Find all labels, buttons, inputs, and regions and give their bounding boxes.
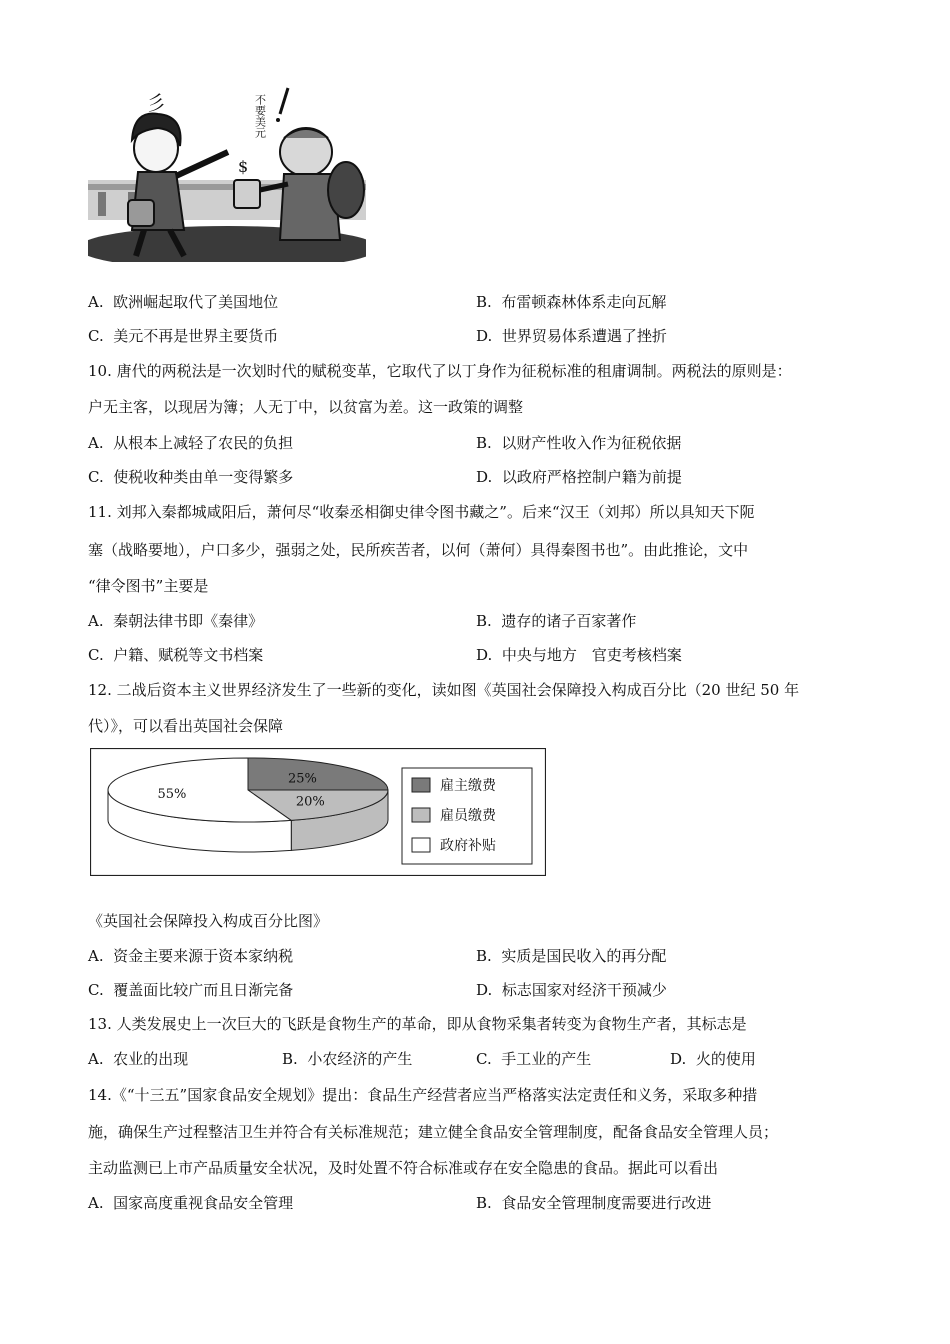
pie-data-label-1: 20% [295,794,325,810]
q14-stem-line-1: 14.《“十三五”国家食品安全规划》提出：食品生产经营者应当严格落实法定责任和义务，采取多种措 [88,1086,758,1104]
q14-stem-line-2: 施，确保生产过程整洁卫生并符合有关标准规范；建立健全食品安全管理制度，配备食品安全管理人员； [88,1123,779,1141]
legend-swatch-1 [412,808,430,822]
q13-option-c[interactable] [476,1048,591,1069]
dollar-sign-icon: $ [238,157,249,176]
pie-chart [90,748,546,876]
option-text: 秦朝法律书即《秦律》 [113,612,264,630]
option-letter: A. [88,947,104,965]
option-letter: B. [476,293,492,311]
option-text: 以政府严格控制户籍为前提 [501,468,682,486]
option-letter: C. [88,646,104,664]
option-letter: D. [476,327,493,345]
q12-stem-line-1: 12. 二战后资本主义世界经济发生了一些新的变化，读如图《英国社会保障投入构成百分比（20 世纪 50 年 [88,681,800,699]
option-text: 布雷顿森林体系走向瓦解 [501,293,667,311]
option-text: 农业的出现 [113,1050,189,1068]
option-text: 中央与地方 官吏考核档案 [501,646,682,664]
option-letter: C. [88,468,104,486]
chart-legend [402,768,532,864]
q10-option-d[interactable] [476,466,682,487]
q11-option-d[interactable] [476,644,682,665]
option-text: 欧洲崛起取代了美国地位 [113,293,279,311]
option-letter: A. [88,293,104,311]
option-letter: D. [670,1050,687,1068]
option-text: 国家高度重视食品安全管理 [113,1194,294,1212]
option-text: 实质是国民收入的再分配 [501,947,667,965]
q9-option-a[interactable] [88,291,278,312]
q10-option-a[interactable] [88,432,293,453]
option-letter: B. [476,1194,492,1212]
q10-option-b[interactable] [476,432,681,453]
q13-option-d[interactable] [670,1048,756,1069]
q11-stem-line-2: 塞（战略要地），户口多少，强弱之处，民所疾苦者，以何（萧何）具得秦图书也”。由此推论，文中 [88,541,749,559]
option-text: 使税收种类由单一变得繁多 [113,468,294,486]
option-letter: B. [476,947,492,965]
option-letter: D. [476,468,493,486]
option-text: 标志国家对经济干预减少 [501,981,667,999]
q12-option-c[interactable] [88,979,293,1000]
option-text: 遗存的诸子百家著作 [501,612,637,630]
option-letter: C. [88,981,104,999]
q12-option-a[interactable] [88,945,293,966]
legend-label-1: 雇员缴费 [440,808,496,824]
option-letter: D. [476,981,493,999]
option-letter: B. [476,612,492,630]
sign-text: 不要美元 [253,94,267,138]
legend-label-0: 雇主缴费 [440,778,496,794]
option-letter: A. [88,612,104,630]
q10-stem-line-1: 10. 唐代的两税法是一次划时代的赋税变革，它取代了以丁身作为征税标准的租庸调制。两税法的原则是： [88,362,792,380]
option-letter: A. [88,1194,104,1212]
option-letter: B. [282,1050,298,1068]
legend-swatch-2 [412,838,430,852]
q11-stem-line-3: “律令图书”主要是 [88,577,209,595]
q14-option-a[interactable] [88,1192,293,1213]
q11-stem-line-1: 11. 刘邦入秦都城咸阳后，萧何尽“收秦丞相御史律令图书藏之”。后来“汉王（刘邦）所以具知天下阨 [88,503,755,521]
pie-data-label-2: 55% [157,786,187,802]
q13-option-b[interactable] [282,1048,412,1069]
option-letter: C. [88,327,104,345]
option-letter: A. [88,1050,104,1068]
option-letter: B. [476,434,492,452]
pie-data-label-0: 25% [287,771,317,787]
option-text: 世界贸易体系遭遇了挫折 [501,327,667,345]
option-text: 覆盖面比较广而且日渐完备 [113,981,294,999]
q12-figure-caption: 《英国社会保障投入构成百分比图》 [88,912,329,930]
option-text: 食品安全管理制度需要进行改进 [501,1194,712,1212]
q14-option-b[interactable] [476,1192,711,1213]
q12-stem-line-2: 代）》，可以看出英国社会保障 [88,717,284,735]
option-text: 手工业的产生 [501,1050,592,1068]
option-text: 小农经济的产生 [307,1050,413,1068]
q9-option-b[interactable] [476,291,666,312]
option-text: 从根本上减轻了农民的负担 [113,434,294,452]
q14-stem-line-3: 主动监测已上市产品质量安全状况，及时处置不符合标准或存在安全隐患的食品。据此可以看出 [88,1159,719,1177]
pie-body [108,758,388,852]
q13-stem: 13. 人类发展史上一次巨大的飞跃是食物生产的革命，即从食物采集者转变为食物生产者，其标志是 [88,1015,747,1033]
option-text: 火的使用 [695,1050,756,1068]
option-text: 美元不再是世界主要货币 [113,327,279,345]
legend-label-2: 政府补贴 [440,838,496,854]
option-letter: C. [476,1050,492,1068]
q9-option-d[interactable] [476,325,667,346]
option-letter: A. [88,434,104,452]
q12-option-b[interactable] [476,945,666,966]
q10-option-c[interactable] [88,466,293,487]
q11-option-c[interactable] [88,644,263,665]
option-text: 户籍、赋税等文书档案 [113,646,264,664]
scribble-mark: 彡 [146,91,166,115]
option-text: 资金主要来源于资本家纳税 [113,947,294,965]
q11-option-b[interactable] [476,610,636,631]
option-text: 以财产性收入作为征税依据 [501,434,682,452]
q13-option-a[interactable] [88,1048,188,1069]
q12-option-d[interactable] [476,979,667,1000]
legend-swatch-0 [412,778,430,792]
cartoon-illustration [88,80,366,262]
q11-option-a[interactable] [88,610,263,631]
q10-stem-line-2: 户无主客，以现居为簿；人无丁中，以贫富为差。这一政策的调整 [88,398,524,416]
option-letter: D. [476,646,493,664]
q9-option-c[interactable] [88,325,278,346]
